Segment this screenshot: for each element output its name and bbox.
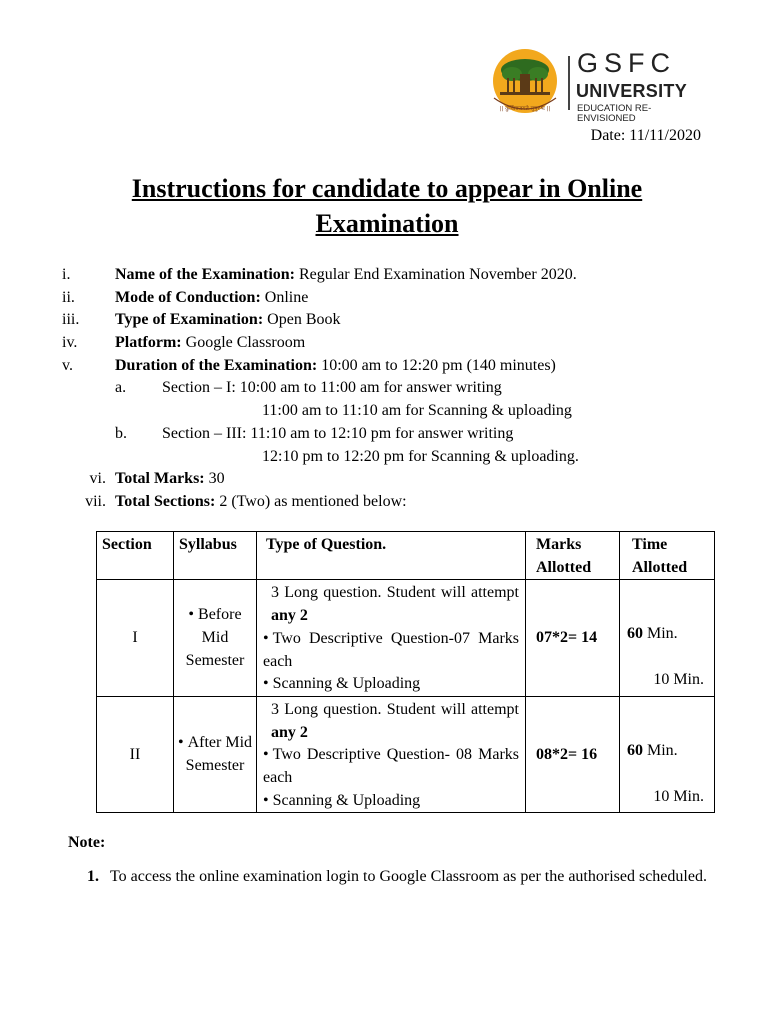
table-row <box>97 696 715 813</box>
list-item <box>0 287 770 310</box>
item-label: Mode of Conduction: <box>115 288 261 306</box>
sub-item <box>0 423 770 446</box>
list-item <box>0 332 770 355</box>
item-value: 2 (Two) as mentioned below: <box>215 492 407 510</box>
logo-university: UNIVERSITY <box>576 81 688 101</box>
seal-text: || कुर्विताजयते सुपुरुषैः || <box>499 106 551 112</box>
question-line: Scanning & Uploading <box>272 675 421 693</box>
item-number: vi. <box>89 470 106 488</box>
sub-item-text: 11:00 am to 11:10 am for Scanning & uploading <box>262 402 572 420</box>
logo-divider <box>568 56 570 110</box>
item-label: Platform: <box>115 334 182 352</box>
instruction-list <box>0 264 770 514</box>
list-item <box>0 468 770 491</box>
time-unit: Min. <box>643 741 678 759</box>
section-cell: II <box>97 696 174 813</box>
item-number: ii. <box>62 288 75 306</box>
item-label: Total Marks: <box>115 470 205 488</box>
item-number: vii. <box>85 492 106 510</box>
header-section: Section <box>97 532 174 580</box>
question-line: Two Descriptive Question-07 Marks each <box>263 629 519 670</box>
marks-cell: 08*2= 16 <box>526 696 620 813</box>
item-value: Regular End Examination November 2020. <box>294 266 577 283</box>
item-number: iv. <box>62 334 78 352</box>
item-label: Name of the Examination: <box>115 266 295 283</box>
item-value: Online <box>260 288 309 306</box>
time-value-secondary: 10 Min. <box>653 787 704 805</box>
item-label: Type of Examination: <box>115 311 264 329</box>
sub-item <box>0 377 770 400</box>
note-heading: Note: <box>68 834 106 851</box>
sub-item-letter: b. <box>115 424 127 442</box>
time-value: 60 <box>627 741 643 759</box>
list-item <box>0 309 770 332</box>
note-number: 1. <box>87 868 99 885</box>
syllabus-cell <box>174 580 257 697</box>
note-text: To access the online examination login to Google Classroom as per the authorised scheduled. <box>110 868 707 885</box>
question-line: 3 Long question. Student will attempt <box>271 584 519 602</box>
list-item <box>0 264 770 287</box>
header-syllabus: Syllabus <box>174 532 257 580</box>
list-item <box>0 491 770 514</box>
item-value: 10:00 am to 12:20 pm (140 minutes) <box>317 356 556 374</box>
sub-item-continuation <box>0 400 770 423</box>
time-cell <box>620 580 715 697</box>
table-header-row <box>97 532 715 580</box>
question-emphasis: any 2 <box>271 607 308 625</box>
section-cell: I <box>97 580 174 697</box>
university-logo <box>484 48 699 124</box>
table-row <box>97 580 715 697</box>
logo-tagline: EDUCATION RE-ENVISIONED <box>577 103 652 124</box>
document-date: Date: 11/11/2020 <box>590 127 701 144</box>
time-unit: Min. <box>643 625 678 643</box>
time-value: 60 <box>627 625 643 643</box>
sub-item-text: 12:10 pm to 12:20 pm for Scanning & uploading. <box>262 447 579 465</box>
exam-sections-table <box>96 531 715 813</box>
item-number: v. <box>62 356 73 374</box>
marks-cell: 07*2= 14 <box>526 580 620 697</box>
time-cell <box>620 696 715 813</box>
syllabus-text: After Mid Semester <box>185 733 253 774</box>
header-type: Type of Question. <box>257 532 526 580</box>
item-value: Google Classroom <box>181 334 306 352</box>
item-number: iii. <box>62 311 80 329</box>
item-number: i. <box>62 266 71 283</box>
time-value-secondary: 10 Min. <box>653 671 704 689</box>
logo-name: GSFC <box>577 48 677 78</box>
question-type-cell <box>257 580 526 697</box>
question-type-cell <box>257 696 526 813</box>
syllabus-text: Before Mid Semester <box>185 606 245 669</box>
sub-item-text: Section – I: 10:00 am to 11:00 am for answer writing <box>162 379 502 397</box>
syllabus-cell <box>174 696 257 813</box>
sub-item-text: Section – III: 11:10 am to 12:10 pm for answer writing <box>162 424 514 442</box>
question-emphasis: any 2 <box>271 723 308 741</box>
banyan-tree-icon <box>484 48 566 120</box>
item-label: Duration of the Examination: <box>115 356 318 374</box>
question-line: 3 Long question. Student will attempt <box>271 700 519 718</box>
question-line: Two Descriptive Question- 08 Marks each <box>263 746 519 787</box>
list-item <box>0 355 770 378</box>
page-title: Instructions for candidate to appear in Online Examination <box>131 174 643 238</box>
item-value: 30 <box>204 470 225 488</box>
item-label: Total Sections: <box>115 492 216 510</box>
note-item <box>87 862 712 891</box>
question-line: Scanning & Uploading <box>272 791 421 809</box>
header-time: Time Allotted <box>620 532 715 580</box>
sub-item-continuation <box>0 446 770 469</box>
item-value: Open Book <box>263 311 341 329</box>
header-marks: Marks Allotted <box>526 532 620 580</box>
sub-item-letter: a. <box>115 379 127 397</box>
